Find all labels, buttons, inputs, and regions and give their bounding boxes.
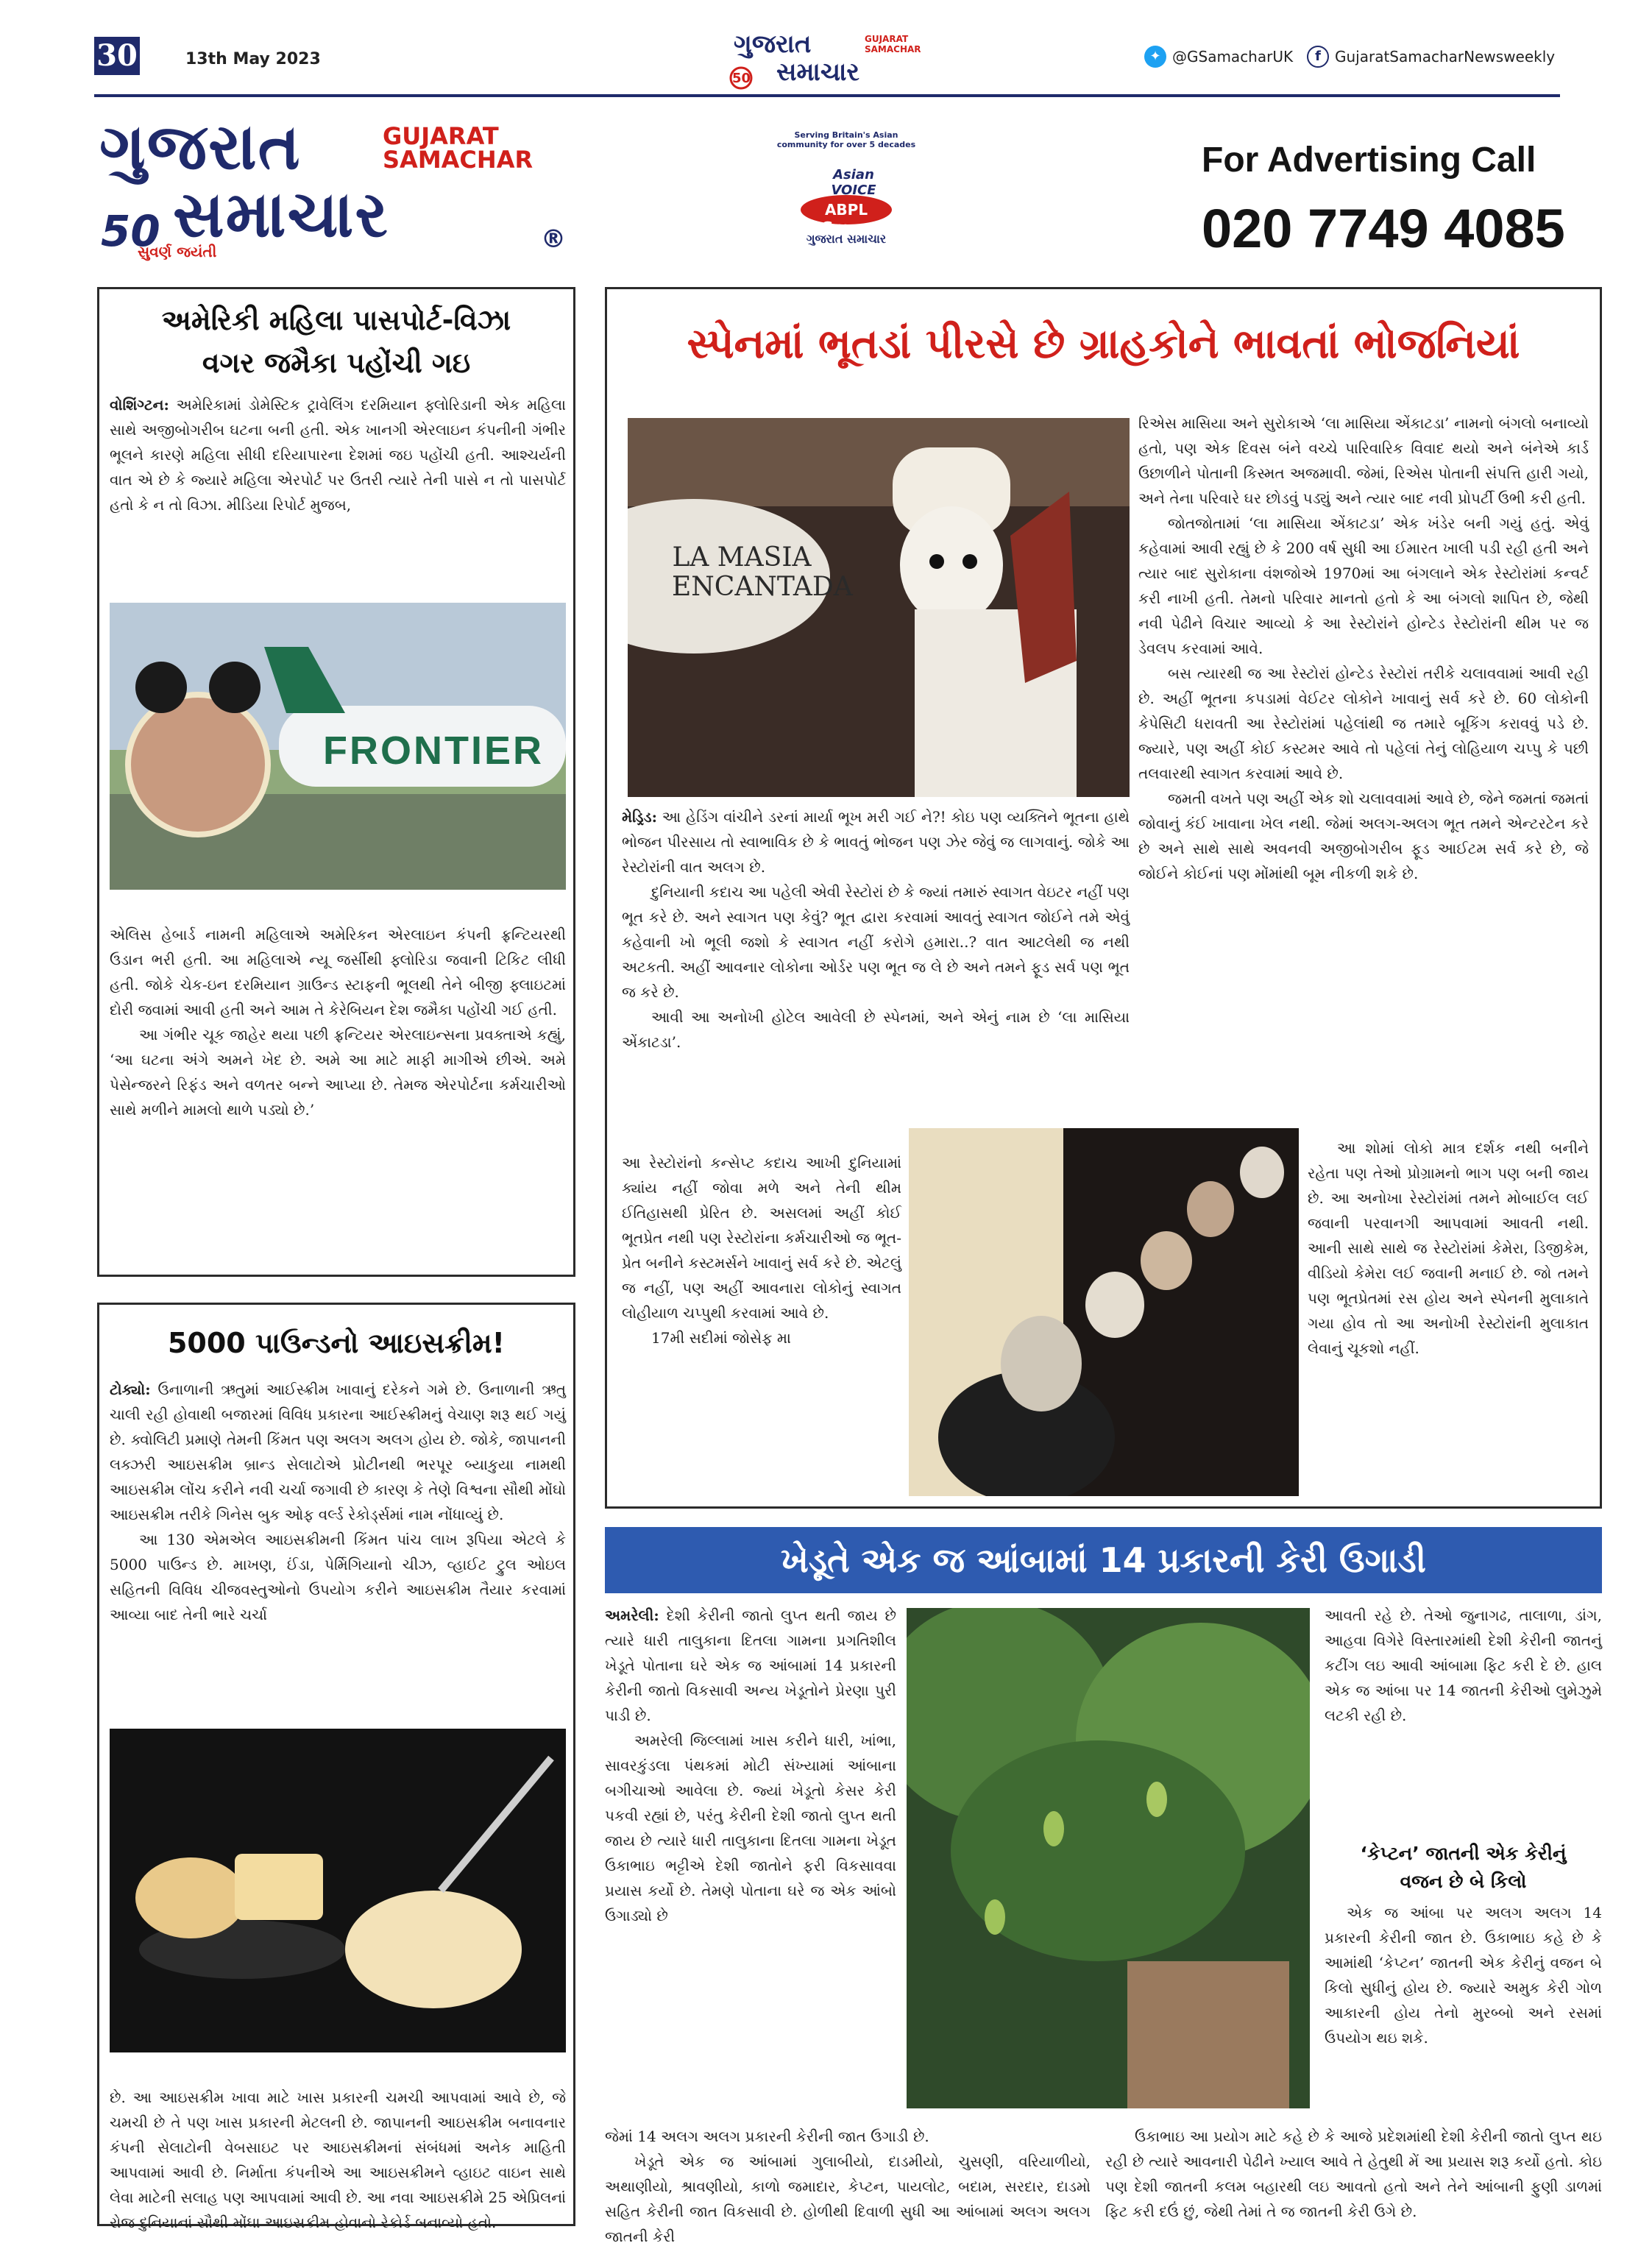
center-logo-ring-text: Serving Britain's Asian community for over 5 decades: [776, 130, 916, 149]
story-icecream-box: [97, 1303, 575, 2231]
facebook-icon: f: [1307, 46, 1329, 68]
header-logo-line2: સમાચાર: [776, 57, 859, 87]
story-mango-col1: [605, 1603, 896, 1928]
story-icecream-body-bottom: [110, 2085, 566, 2235]
masthead-badge: 50: [101, 206, 160, 256]
paragraph: આ હેડિંગ વાંચીને ડરનાં માર્યા ભૂખ મરી ગઈ ને?! કોઇ પણ વ્યક્તિને ભૂતના હાથે ભોજન પીરસાય તો સ્વાભાવિક છે કે ભાવતું ભોજન પણ ઝેર જેવું જ લાગવાનું. જોકે આ રેસ્ટોરાંની વાત અલગ છે.: [622, 808, 1130, 876]
twitter-text: @GSamacharUK: [1172, 48, 1294, 65]
paragraph: દુનિયાની કદાચ આ પહેલી એવી રેસ્ટોરાં છે કે જ્યાં તમારું સ્વાગત વેઇટર નહીં પણ ભૂત કરે છે. અને સ્વાગત પણ કેવું? ભૂત દ્વારા કરવામાં આવતું સ્વાગત જોઈને તમે એવું કહેવાની ખો ભૂલી જશો કે સ્વાગત નહીં કરોગે હમારા..? વાત આટલેથી જ નથી અટકતી. અહીં આવનાર લોકોના ઓર્ડર પણ ભૂત જ લે છે અને તમને ફૂડ સર્વ પણ ભૂત જ કરે છે.: [622, 883, 1130, 1001]
header-logo-latin: GUJARAT SAMACHAR: [865, 34, 921, 54]
plane-livery-text: FRONTIER: [323, 729, 544, 773]
icecream-photo-graphic: [110, 1729, 566, 2052]
masthead-logo[interactable]: [92, 110, 578, 269]
story-ghost-col1-top: [622, 804, 1130, 1055]
story-icecream-body-top: [110, 1377, 566, 1627]
story-icecream-headline: 5000 પાઉન્ડનો આઇસક્રીમ!: [167, 1327, 506, 1359]
paragraph: જેમાં 14 અલગ અલગ પ્રકારની કેરીની જાત ઉગાડી છે.: [605, 2128, 929, 2145]
paragraph: આ શોમાં લોકો માત્ર દર્શક નથી બનીને રહેતા પણ તેઓ પ્રોગ્રામનો ભાગ પણ બની જાય છે. આ અનોખા રેસ્ટોરાંમાં તમને મોબાઈલ લઈ જવાની પરવાનગી આપવામાં આવતી નથી. આની સાથે સાથે જ રેસ્ટોરાંમાં કેમેરા, ડિજીકેમ, વીડિયો કેમેરા લઈ જવાની મનાઈ છે. જો તમને પણ ભૂતપ્રેતમાં રસ હોય અને સ્પેનની મુલાકાતે ગયા હોવ તો આ અનોખી રેસ્ટોરાંની મુલાકાત લેવાનું ચૂકશો નહીં.: [1308, 1139, 1589, 1357]
paragraph: આ 130 એમએલ આઇસક્રીમની કિંમત પાંચ લાખ રૂપિયા એટલે કે 5000 પાઉન્ડ છે. માખણ, ઈંડા, પેર્મિગિયાનો ચીઝ, વ્હાઈટ ટ્રુલ ઓઇલ સહિતની વિવિધ ચીજવસ્તુઓનો ઉપયોગ કરીને આઇસક્રીમ તૈયાર કરવામાં આવ્યા બાદ તેની ભારે ચર્ચા: [110, 1531, 566, 1623]
dateline: વોશિંગ્ટન:: [110, 396, 169, 414]
story-mango-banner: ખેડૂતે એક જ આંબામાં 14 પ્રકારની કેરી ઉગાડી: [605, 1527, 1602, 1593]
story-ghost-col1-narrow: [622, 1150, 901, 1350]
story-passport-body-bottom: [110, 922, 566, 1122]
paragraph: જમતી વખતે પણ અહીં એક શો ચલાવવામાં આવે છે, જેને જમતાં જમતાં જોવાનું કંઈ ખાવાના ખેલ નથી. જેમાં અલગ-અલગ ભૂત તમને એન્ટરટેન કરે છે અને સાથે સાથે અવનવી અજીબોગરીબ ફૂડ આઈટમ સર્વ કરે છે, જે જોઈને કોઈનાં પણ મોંમાંથી બૂમ નીકળી શકે છે.: [1138, 790, 1589, 882]
restaurant-sign-text: LA MASIA ENCANTADA: [672, 542, 853, 602]
icecream-photo: [110, 1729, 566, 2052]
ghost-chef-photo: [628, 418, 1130, 797]
dateline: ટોક્યો:: [110, 1381, 151, 1398]
twitter-icon: ✦: [1144, 46, 1166, 68]
story-ghost-box: [605, 287, 1602, 1509]
story-passport-box: [97, 287, 575, 1277]
masthead-latin2: SAMACHAR: [383, 146, 533, 174]
mango-tree-photo-graphic: [907, 1608, 1310, 2108]
paragraph: અમેરિકામાં ડોમેસ્ટિક ટ્રાવેલિંગ દરમિયાન ફ્લોરિડાની એક મહિલા સાથે અજીબોગરીબ ઘટના બની હતી. એક ખાનગી એરલાઇન કંપનીની ગંભીર ભૂલને કારણે મહિલા સીધી દરિયાપારના દેશમાં જઇ પહોંચી હતી. આશ્ચર્યની વાત એ છે કે જ્યારે મહિલા એરપોર્ટ પર ઉતરી ત્યારે તેની પાસે ન તો પાસપોર્ટ હતો કે ન તો વિઝા. મીડિયા રિપોર્ટ મુજબ,: [110, 396, 567, 514]
paragraph: આ ગંભીર ચૂક જાહેર થયા પછી ફ્રન્ટિયર એરલાઇન્સના પ્રવક્તાએ કહ્યું, ‘આ ઘટના અંગે અમને ખેદ છે. અમે આ માટે માફી માગીએ છીએ. અમે પેસેન્જરને રિફંડ અને વળતર બન્ને આપ્યા છે. તેમજ એરપોર્ટના કર્મચારીઓ સાથે મળીને મામલો થાળે પડ્યો છે.’: [110, 1026, 566, 1119]
story-ghost-col2-top: [1138, 411, 1589, 886]
masthead-latin1: GUJARAT: [383, 122, 499, 150]
center-logo-asian-voice: Asian VOICE: [831, 167, 876, 198]
facebook-handle[interactable]: [1307, 46, 1555, 68]
header-small-logo[interactable]: [725, 29, 975, 96]
story-mango-subhead-1: ‘કેપ્ટન’ જાતની એક કેરીનું: [1360, 1843, 1567, 1864]
paragraph: આવતી રહે છે. તેઓ જુનાગઢ, તાલાળા, ડાંગ, આહવા વિગેરે વિસ્તારમાંથી દેશી કેરીની જાતનું કટીંગ લઇ આવી આંબામા ફિટ કરી દે છે. હાલ એક જ આંબા પર 14 જાતની કેરીઓ લુમેઝુમે લટકી રહી છે.: [1325, 1607, 1602, 1724]
twitter-handle[interactable]: [1144, 46, 1293, 68]
story-ghost-col2-narrow: [1308, 1136, 1589, 1361]
masthead-line1: ગુજરાત: [99, 110, 302, 184]
page-number: 30: [94, 37, 140, 75]
story-mango-subhead-2: વજન છે બે કિલો: [1400, 1871, 1527, 1892]
center-logo[interactable]: [769, 129, 924, 283]
paragraph: એક જ આંબા પર અલગ અલગ 14 પ્રકારની કેરીની જાત છે. ઉકાભાઇ કહે છે કે આમાંથી ‘કેપ્ટન’ જાતની એક કેરીનું વજન બે કિલો સુધીનું હોય છે. જ્યારે અમુક કેરી ગોળ આકારની હોય તેનો મુરબ્બો અને રસમાં ઉપયોગ થઇ શકે.: [1325, 1904, 1602, 2047]
plane-photo: [110, 603, 566, 890]
story-mango-wide-left: [605, 2124, 1091, 2249]
issue-date: 13th May 2023: [185, 50, 321, 68]
story-ghost-headline: સ્પેનમાં ભૂતડાં પીરસે છે ગ્રાહકોને ભાવતાં ભોજનિયાં: [687, 320, 1520, 368]
story-passport-headline-1: અમેરિકી મહિલા પાસપોર્ટ-વિઝા: [161, 304, 511, 336]
paragraph: ખેડૂતે એક જ આંબામાં ગુલાબીયો, દાડમીયો, ચુસણી, વરિયાળીયો, અથાણીયો, શ્રાવણીયો, કાળો જમાદાર, કેપ્ટન, પાયલોટ, બદામ, સરદાર, દાડમો સહિત કેરીની જાત વિકસાવી છે. હોળીથી દિવાળી સુધી આ આંબામાં અલગ અલગ જાતની કેરી: [605, 2153, 1091, 2245]
story-passport-body-top: [110, 392, 566, 517]
story-mango-col3-bottom: [1325, 1900, 1602, 2050]
dateline: મેડ્રિડ:: [622, 808, 657, 826]
advert-title: For Advertising Call: [1202, 141, 1536, 180]
advert-phone: 020 7749 4085: [1202, 198, 1565, 259]
mango-tree-photo: [907, 1608, 1310, 2108]
masthead-tagline: સુવર્ણ જયંતી: [138, 243, 217, 261]
paragraph: 17મી સદીમાં જોસેફ મા: [651, 1329, 791, 1347]
paragraph: જોતજોતામાં ‘લા માસિયા એંકાટડા’ એક ખંડેર બની ગયું હતું. એવું કહેવામાં આવી રહ્યું છે કે 200 વર્ષ સુધી આ ઈમારત ખાલી પડી રહી હતી અને ત્યાર બાદ સુરોકાના વંશજોએ 1970માં આ બંગલાને એક રેસ્ટોરાંમાં કન્વર્ટ કરી નાખી હતી. તેમનો પરિવાર માનતો હતો કે આ બંગલો શાપિત છે, જેથી નવી પેઢીને વિચાર આવ્યો કે આ રેસ્ટોરાંને હોન્ટેડ રેસ્ટોરાંની થીમ પર જ ડેવલપ કરવામાં આવે.: [1138, 514, 1589, 657]
paragraph: એલિસ હેબાર્ડ નામની મહિલાએ અમેરિકન એરલાઇન કંપની ફ્રન્ટિયરથી ઉડાન ભરી હતી. આ મહિલાએ ન્યૂ જર્સીથી ફ્લોરિડા જવાની ટિકિટ લીધી હતી. જોકે ચેક-ઇન દરમિયાન ગ્રાઉન્ડ સ્ટાફની ભૂલથી તેને બીજી ફ્લાઇટમાં દોરી જવામાં આવી હતી અને આમ તે કેરેબિયન દેશ જમૈકા પહોંચી ગઈ હતી.: [110, 926, 566, 1019]
paragraph: ઉકાભાઇ આ પ્રયોગ માટે કહે છે કે આજે પ્રદેશમાંથી દેશી કેરીની જાતો લુપ્ત થઇ રહી છે ત્યારે આવનારી પેઢીને ખ્યાલ આવે તે હેતુથી મેં આ પ્રયાસ શરૂ કર્યો હતો. કોઇ પણ દેશી જાતની કલમ બહારથી લઇ આવતો હતો અને તેને આંબાની ફુણી ડાળમાં ફિટ કરી દઉં છું, જેથી તેમાં તે જ જાતની કેરી ઉગે છે.: [1105, 2128, 1602, 2220]
center-logo-abpl: ABPL Group: [820, 201, 872, 236]
paragraph: આ રેસ્ટોરાંનો કન્સેપ્ટ કદાચ આખી દુનિયામાં ક્યાંય નહીં જોવા મળે અને તેની થીમ ઈતિહાસથી પ્રેરિત છે. અસલમાં અહીં કોઈ ભૂતપ્રેત નથી પણ રેસ્ટોરાંના કર્મચારીઓ જ ભૂત-પ્રેત બનીને કસ્ટમર્સને ખાવાનું સર્વ કરે છે. એટલું જ નહીં, પણ અહીં આવનારા લોકોનું સ્વાગત લોહીયાળ ચપ્પુથી કરવામાં આવે છે.: [622, 1154, 901, 1322]
header-logo-line1: ગુજરાત: [734, 29, 812, 59]
story-mango-wide-right: [1105, 2124, 1602, 2224]
paragraph: દેશી કેરીની જાતો લુપ્ત થતી જાય છે ત્યારે ધારી તાલુકાના દિતલા ગામના પ્રગતિશીલ ખેડૂતે પોતાના ઘરે એક જ આંબામાં 14 પ્રકારની કેરીની જાતો વિકસાવી અન્ય ખેડૂતોને પ્રેરણા પુરી પાડી છે.: [605, 1607, 896, 1724]
dateline: અમરેલી:: [605, 1607, 659, 1624]
masthead-line2: સમાચાર: [173, 178, 389, 252]
story-mango-col3: [1325, 1603, 1602, 1728]
masthead-registered: ®: [541, 224, 566, 254]
paragraph: બસ ત્યારથી જ આ રેસ્ટોરાં હોન્ટેડ રેસ્ટોરાં તરીકે ચલાવવામાં આવી રહી છે. અહીં ભૂતના કપડામાં વેઈટર લોકોને ખાવાનું સર્વ કરે છે. 60 લોકોની કેપેસિટી ધરાવતી આ રેસ્ટોરાંમાં પહેલાંથી જ તમારે બૂકિંગ કરાવવું પડે છે. જ્યારે, પણ અહીં કોઈ કસ્ટમર આવે તો પહેલાં તેનું લોહિયાળ ચપ્પુ કે પછી તલવારથી સ્વાગત કરવામાં આવે છે.: [1138, 665, 1589, 782]
paragraph: રિએસ માસિયા અને સુરોકાએ ‘લા માસિયા એંકાટડા’ નામનો બંગલો બનાવ્યો હતો, પણ એક દિવસ બંને વચ્ચે પારિવારિક વિવાદ થયો અને બંનેએ કાર્ડ ઉછાળીને પોતાની કિસ્મત અજમાવી. જેમાં, રિએસ પોતાની સંપત્તિ હારી ગયો, અને તેના પરિવારે ઘર છોડવું પડ્યું અને ત્યાર બાદ નવી પ્રોપર્ટી ઉભી કરી હતી.: [1138, 414, 1589, 507]
header-rule: [94, 94, 1560, 97]
paragraph: છે. આ આઇસક્રીમ ખાવા માટે ખાસ પ્રકારની ચમચી આપવામાં આવે છે, જે ચમચી છે તે પણ ખાસ પ્રકારની મેટલની છે. જાપાનની આઇસક્રીમ બનાવનાર કંપની સેલાટોની વેબસાઇટ પર આઇસક્રીમનાં સંબંધમાં અનેક માહિતી આપવામાં આવી છે. નિર્માતા કંપનીએ આ આઇસક્રીમને વ્હાઇટ વાઇન સાથે લેવા માટેની સલાહ પણ આપવામાં આવી છે. આ નવા આઇસક્રીમે 25 એપ્રિલનાં રોજ દુનિયાનાં સૌથી મોંઘા આઇસક્રીમ હોવાનો રેકોર્ડ બનાવ્યો હતો.: [110, 2089, 566, 2231]
center-logo-gs: ગુજરાત સમાચાર: [806, 232, 887, 246]
story-passport-headline-2: વગર જમૈકા પહોંચી ગઇ: [202, 347, 471, 379]
header-logo-badge: 50: [732, 71, 751, 86]
facebook-text: GujaratSamacharNewsweekly: [1335, 48, 1556, 65]
ghost-waiters-photo: [909, 1128, 1299, 1496]
ghost-waiters-photo-graphic: [909, 1128, 1299, 1496]
ghost-chef-photo-graphic: [628, 418, 1130, 797]
paragraph: આવી આ અનોખી હોટેલ આવેલી છે સ્પેનમાં, અને એનું નામ છે ‘લા માસિયા એંકાટડા’.: [622, 1008, 1130, 1051]
paragraph: ઉનાળાની ઋતુમાં આઈસ્ક્રીમ ખાવાનું દરેકને ગમે છે. ઉનાળાની ઋતુ ચાલી રહી હોવાથી બજારમાં વિવિધ પ્રકારના આઈસ્ક્રીમનું વેચાણ શરૂ થઈ ગયું છે. ક્વોલિટી પ્રમાણે તેમની કિંમત પણ અલગ અલગ હોય છે. જોકે, જાપાનની લક્ઝરી આઇસક્રીમ બ્રાન્ડ સેલાટોએ પ્રોટીનથી ભરપૂર બ્યાકુયા નામથી આઇસક્રીમ લોંચ કરીને નવી ચર્ચા જગાવી છે કારણ કે તેણે વિશ્વના સૌથી મોંઘો આઇસક્રીમ તરીકે ગિનેસ બુક ઓફ વર્લ્ડ રેકોર્ડ્સમાં નામ નોંધાવ્યું છે.: [110, 1381, 566, 1523]
paragraph: અમરેલી જિલ્લામાં ખાસ કરીને ધારી, ખાંભા, સાવરકુંડલા પંથકમાં મોટી સંખ્યામાં આંબાના બગીચાઓ આવેલા છે. જ્યાં ખેડૂતો કેસર કેરી પકવી રહ્યાં છે, પરંતુ કેરીની દેશી જાતો લુપ્ત થતી જાય છે ત્યારે ધારી તાલુકાના દિતલા ગામના ખેડૂત ઉકાભાઇ ભટ્ટીએ દેશી જાતોને ફરી વિકસાવવા પ્રયાસ કર્યો છે. તેમણે પોતાના ઘરે જ એક આંબો ઉગાડ્યો છે: [605, 1732, 896, 1924]
